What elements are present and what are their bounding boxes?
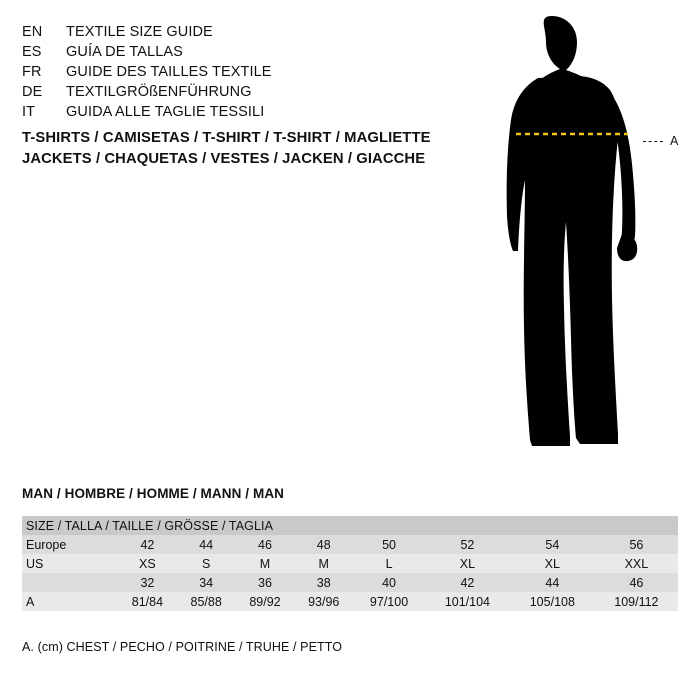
language-code-de: DE <box>22 84 43 100</box>
cell: 32 <box>118 573 177 592</box>
language-row-en <box>22 22 452 42</box>
category-line-tshirts: T-SHIRTS / CAMISETAS / T-SHIRT / T-SHIRT / MAGLIETTE <box>22 130 431 146</box>
cell: 52 <box>425 535 510 554</box>
male-silhouette-figure <box>480 8 690 468</box>
language-text-it: GUIDA ALLE TAGLIE TESSILI <box>66 104 265 120</box>
cell: 44 <box>177 535 236 554</box>
table-row <box>22 592 678 611</box>
cell: 42 <box>425 573 510 592</box>
language-text-fr: GUIDE DES TAILLES TEXTILE <box>66 64 272 80</box>
cell: 89/92 <box>236 592 295 611</box>
row-label-us-numeric <box>22 573 118 592</box>
measure-label-a: A <box>670 134 679 148</box>
language-row-es <box>22 42 452 62</box>
cell: 105/108 <box>510 592 595 611</box>
language-header-block <box>22 22 452 122</box>
table-title-man: MAN / HOMBRE / HOMME / MANN / MAN <box>22 486 285 501</box>
cell: 36 <box>236 573 295 592</box>
cell: S <box>177 554 236 573</box>
cell: 40 <box>353 573 425 592</box>
cell: XL <box>510 554 595 573</box>
cell: 46 <box>236 535 295 554</box>
cell: 46 <box>595 573 678 592</box>
cell: 38 <box>294 573 353 592</box>
cell: M <box>294 554 353 573</box>
language-code-es: ES <box>22 44 42 60</box>
table-row <box>22 554 678 573</box>
language-code-en: EN <box>22 24 43 40</box>
category-block <box>22 128 492 170</box>
cell: 44 <box>510 573 595 592</box>
cell: 50 <box>353 535 425 554</box>
measure-leader-line <box>643 141 663 142</box>
cell: 56 <box>595 535 678 554</box>
cell: 81/84 <box>118 592 177 611</box>
language-row-fr <box>22 62 452 82</box>
language-text-en: TEXTILE SIZE GUIDE <box>66 24 213 40</box>
table-footnote: A. (cm) CHEST / PECHO / POITRINE / TRUHE / PETTO <box>22 640 343 654</box>
size-table <box>22 516 678 611</box>
row-label-us: US <box>22 554 118 573</box>
row-label-a: A <box>22 592 118 611</box>
table-band-title: SIZE / TALLA / TAILLE / GRÖSSE / TAGLIA <box>22 516 678 535</box>
cell: XXL <box>595 554 678 573</box>
cell: 34 <box>177 573 236 592</box>
table-row <box>22 573 678 592</box>
row-label-europe: Europe <box>22 535 118 554</box>
silhouette-icon <box>480 8 690 468</box>
cell: 101/104 <box>425 592 510 611</box>
cell: 85/88 <box>177 592 236 611</box>
cell: L <box>353 554 425 573</box>
language-row-de <box>22 82 452 102</box>
table-band-title-row <box>22 516 678 535</box>
language-row-it <box>22 102 452 122</box>
cell: XL <box>425 554 510 573</box>
cell: 42 <box>118 535 177 554</box>
language-text-de: TEXTILGRÖßENFÜHRUNG <box>66 84 252 100</box>
cell: 93/96 <box>294 592 353 611</box>
language-text-es: GUÍA DE TALLAS <box>66 44 183 60</box>
category-line-jackets: JACKETS / CHAQUETAS / VESTES / JACKEN / GIACCHE <box>22 151 426 167</box>
language-code-fr: FR <box>22 64 42 80</box>
cell: XS <box>118 554 177 573</box>
language-code-it: IT <box>22 104 36 120</box>
cell: M <box>236 554 295 573</box>
cell: 97/100 <box>353 592 425 611</box>
cell: 48 <box>294 535 353 554</box>
cell: 109/112 <box>595 592 678 611</box>
cell: 54 <box>510 535 595 554</box>
table-row <box>22 535 678 554</box>
